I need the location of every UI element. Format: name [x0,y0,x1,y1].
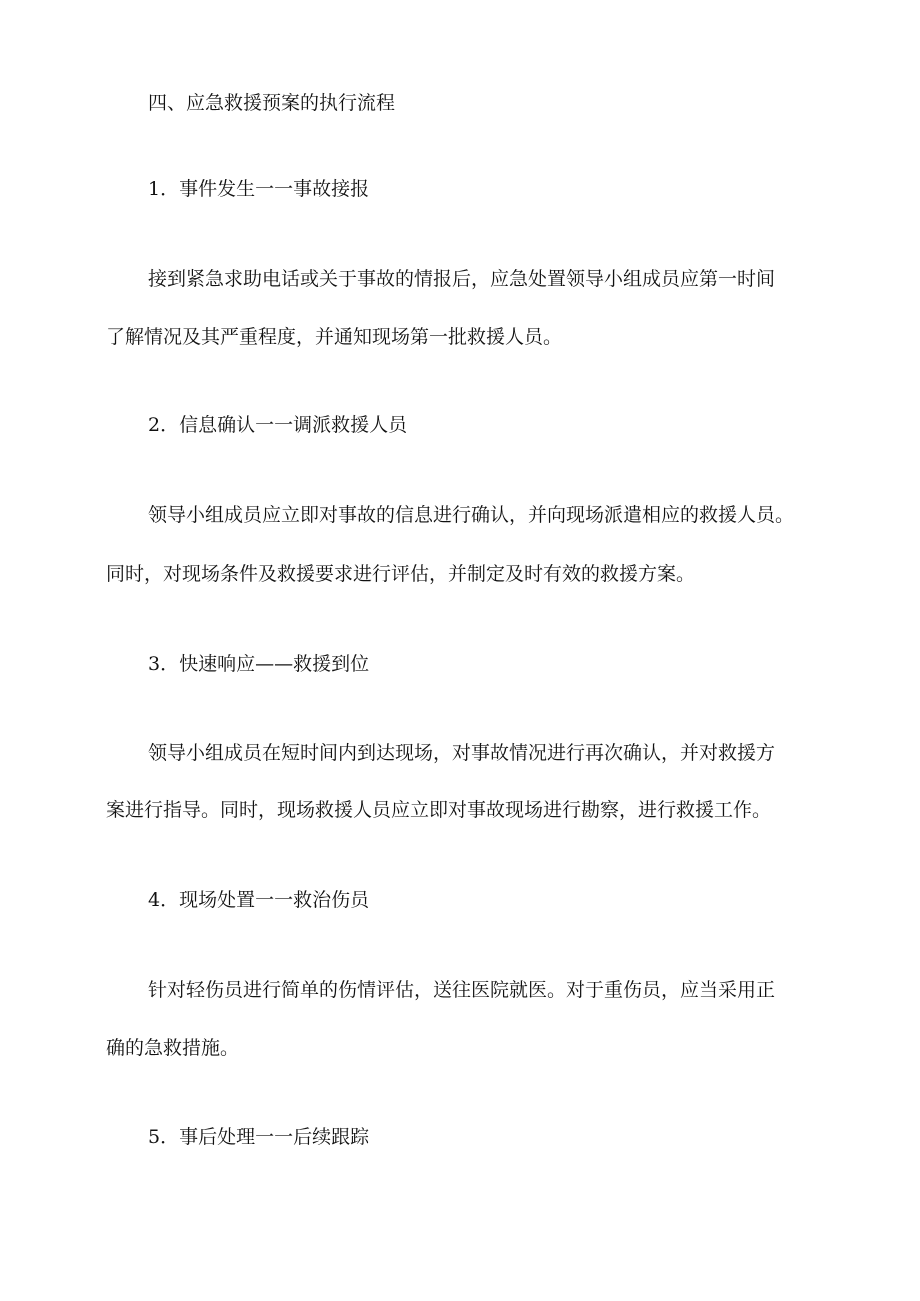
step-4-paragraph-line-2: 确的急救措施。 [106,1037,240,1059]
step-2-paragraph-line-2: 同时，对现场条件及救援要求进行评估，并制定及时有效的救援方案。 [106,563,696,585]
step-1-paragraph-line-2: 了解情况及其严重程度，并通知现场第一批救援人员。 [106,326,563,348]
step-5-heading: 5．事后处理一一后续跟踪 [148,1126,370,1148]
step-1-heading: 1．事件发生一一事故接报 [148,178,370,200]
step-4-heading: 4．现场处置一一救治伤员 [148,889,370,911]
section-title: 四、应急救援预案的执行流程 [148,92,396,114]
step-2-heading: 2．信息确认一一调派救援人员 [148,414,408,436]
step-3-paragraph-line-1: 领导小组成员在短时间内到达现场，对事故情况进行再次确认，并对救援方 [148,742,776,764]
step-4-paragraph-line-1: 针对轻伤员进行简单的伤情评估，送往医院就医。对于重伤员，应当采用正 [148,979,776,1001]
step-3-paragraph-line-2: 案进行指导。同时，现场救援人员应立即对事故现场进行勘察，进行救援工作。 [106,799,772,821]
step-1-paragraph-line-1: 接到紧急求助电话或关于事故的情报后，应急处置领导小组成员应第一时间 [148,268,776,290]
step-3-heading: 3．快速响应——救援到位 [148,653,370,675]
step-2-paragraph-line-1: 领导小组成员应立即对事故的信息进行确认，并向现场派遣相应的救援人员。 [148,504,795,526]
